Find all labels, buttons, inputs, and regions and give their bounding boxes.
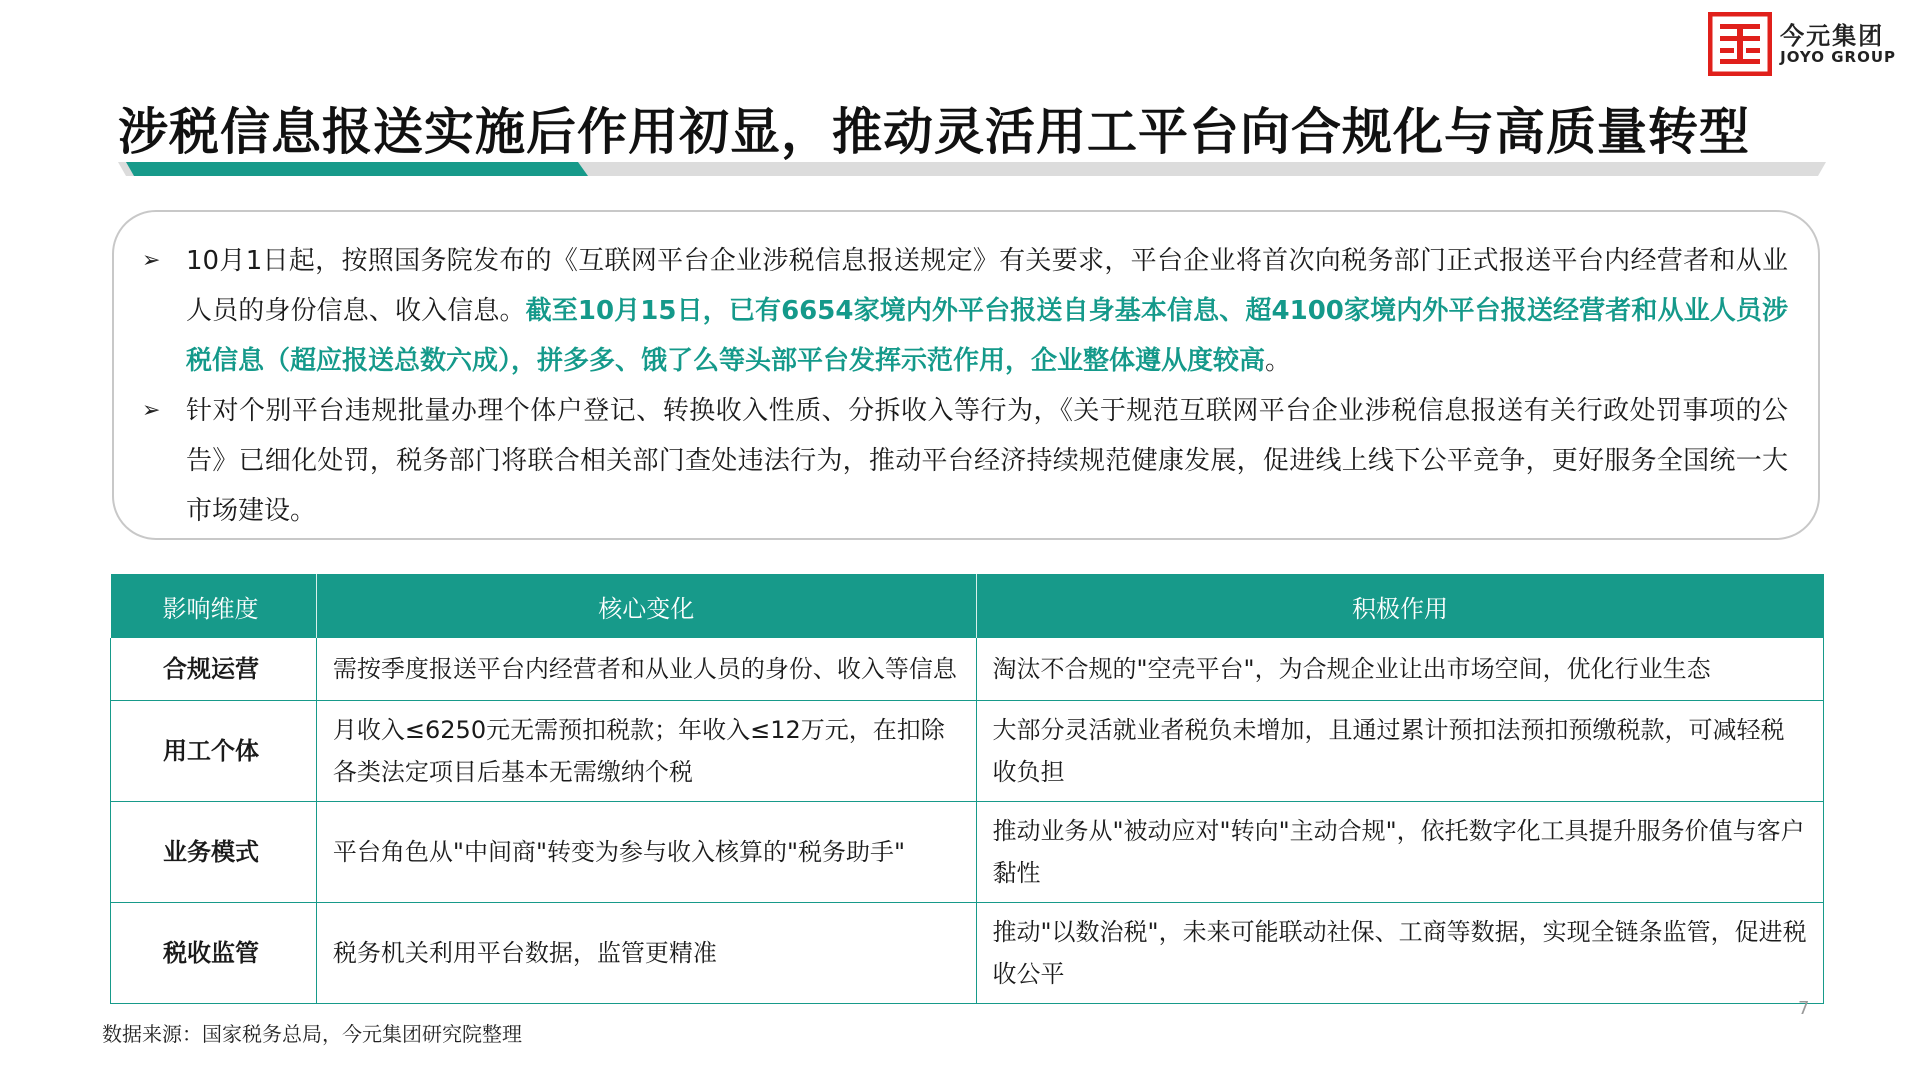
key-point	[142, 236, 1788, 386]
header-dimension: 影响维度	[111, 574, 317, 638]
arrow-bullet-icon: ➢	[142, 248, 161, 273]
row-dimension: 合规运营	[111, 638, 317, 700]
row-core-change: 税务机关利用平台数据，监管更精准	[316, 902, 976, 1003]
brand-logo	[1708, 12, 1896, 76]
data-source-note: 数据来源：国家税务总局，今元集团研究院整理	[102, 1022, 522, 1046]
key-point	[142, 386, 1788, 536]
page-title: 涉税信息报送实施后作用初显，推动灵活用工平台向合规化与高质量转型	[118, 103, 1750, 161]
row-positive-effect: 淘汰不合规的"空壳平台"，为合规企业让出市场空间，优化行业生态	[976, 638, 1823, 700]
header-positive-effect: 积极作用	[976, 574, 1823, 638]
row-core-change: 需按季度报送平台内经营者和从业人员的身份、收入等信息	[316, 638, 976, 700]
page-number: 7	[1798, 998, 1810, 1019]
key-point-text	[186, 236, 1788, 386]
header-core-change: 核心变化	[316, 574, 976, 638]
brand-name-cn: 今元集团	[1780, 21, 1885, 50]
row-core-change: 平台角色从"中间商"转变为参与收入核算的"税务助手"	[316, 801, 976, 902]
brand-name-en: JOYO GROUP	[1780, 47, 1896, 66]
table-row	[111, 638, 1824, 700]
row-dimension: 业务模式	[111, 801, 317, 902]
row-positive-effect: 推动业务从"被动应对"转向"主动合规"，依托数字化工具提升服务价值与客户黏性	[976, 801, 1823, 902]
table-row	[111, 801, 1824, 902]
key-points-box	[112, 210, 1820, 540]
row-dimension: 用工个体	[111, 700, 317, 801]
row-positive-effect: 推动"以数治税"，未来可能联动社保、工商等数据，实现全链条监管，促进税收公平	[976, 902, 1823, 1003]
table-row	[111, 700, 1824, 801]
point-text: 10月1日起，按照国务院发布的《互联网平台企业涉税信息报送规定》有关要求，平台企业将首次向税务部门正式报送平台内经营者和从业人员的身份信息、收入信息。	[186, 246, 1788, 326]
point-text: 。	[1265, 346, 1292, 376]
row-positive-effect: 大部分灵活就业者税负未增加，且通过累计预扣法预扣预缴税款，可减轻税收负担	[976, 700, 1823, 801]
title-underline-bar	[118, 160, 1826, 178]
arrow-bullet-icon: ➢	[142, 398, 161, 423]
row-core-change: 月收入≤6250元无需预扣税款；年收入≤12万元，在扣除各类法定项目后基本无需缴纳个税	[316, 700, 976, 801]
row-dimension: 税收监管	[111, 902, 317, 1003]
table-header-row	[111, 574, 1824, 638]
impact-table	[110, 574, 1824, 1004]
point-highlight-text: 截至10月15日，已有6654家境内外平台报送自身基本信息、超4100家境内外平台报送经营者和从业人员涉税信息（超应报送总数六成），拼多多、饿了么等头部平台发挥示范作用，企业整体遵从度较高	[186, 296, 1788, 376]
point-text: 针对个别平台违规批量办理个体户登记、转换收入性质、分拆收入等行为，《关于规范互联网平台企业涉税信息报送有关行政处罚事项的公告》已细化处罚，税务部门将联合相关部门查处违法行为，推动平台经济持续规范健康发展，促进线上线下公平竞争，更好服务全国统一大市场建设。	[186, 396, 1788, 526]
key-point-text	[186, 386, 1788, 536]
table-row	[111, 902, 1824, 1003]
joyo-logo-icon	[1708, 12, 1772, 76]
